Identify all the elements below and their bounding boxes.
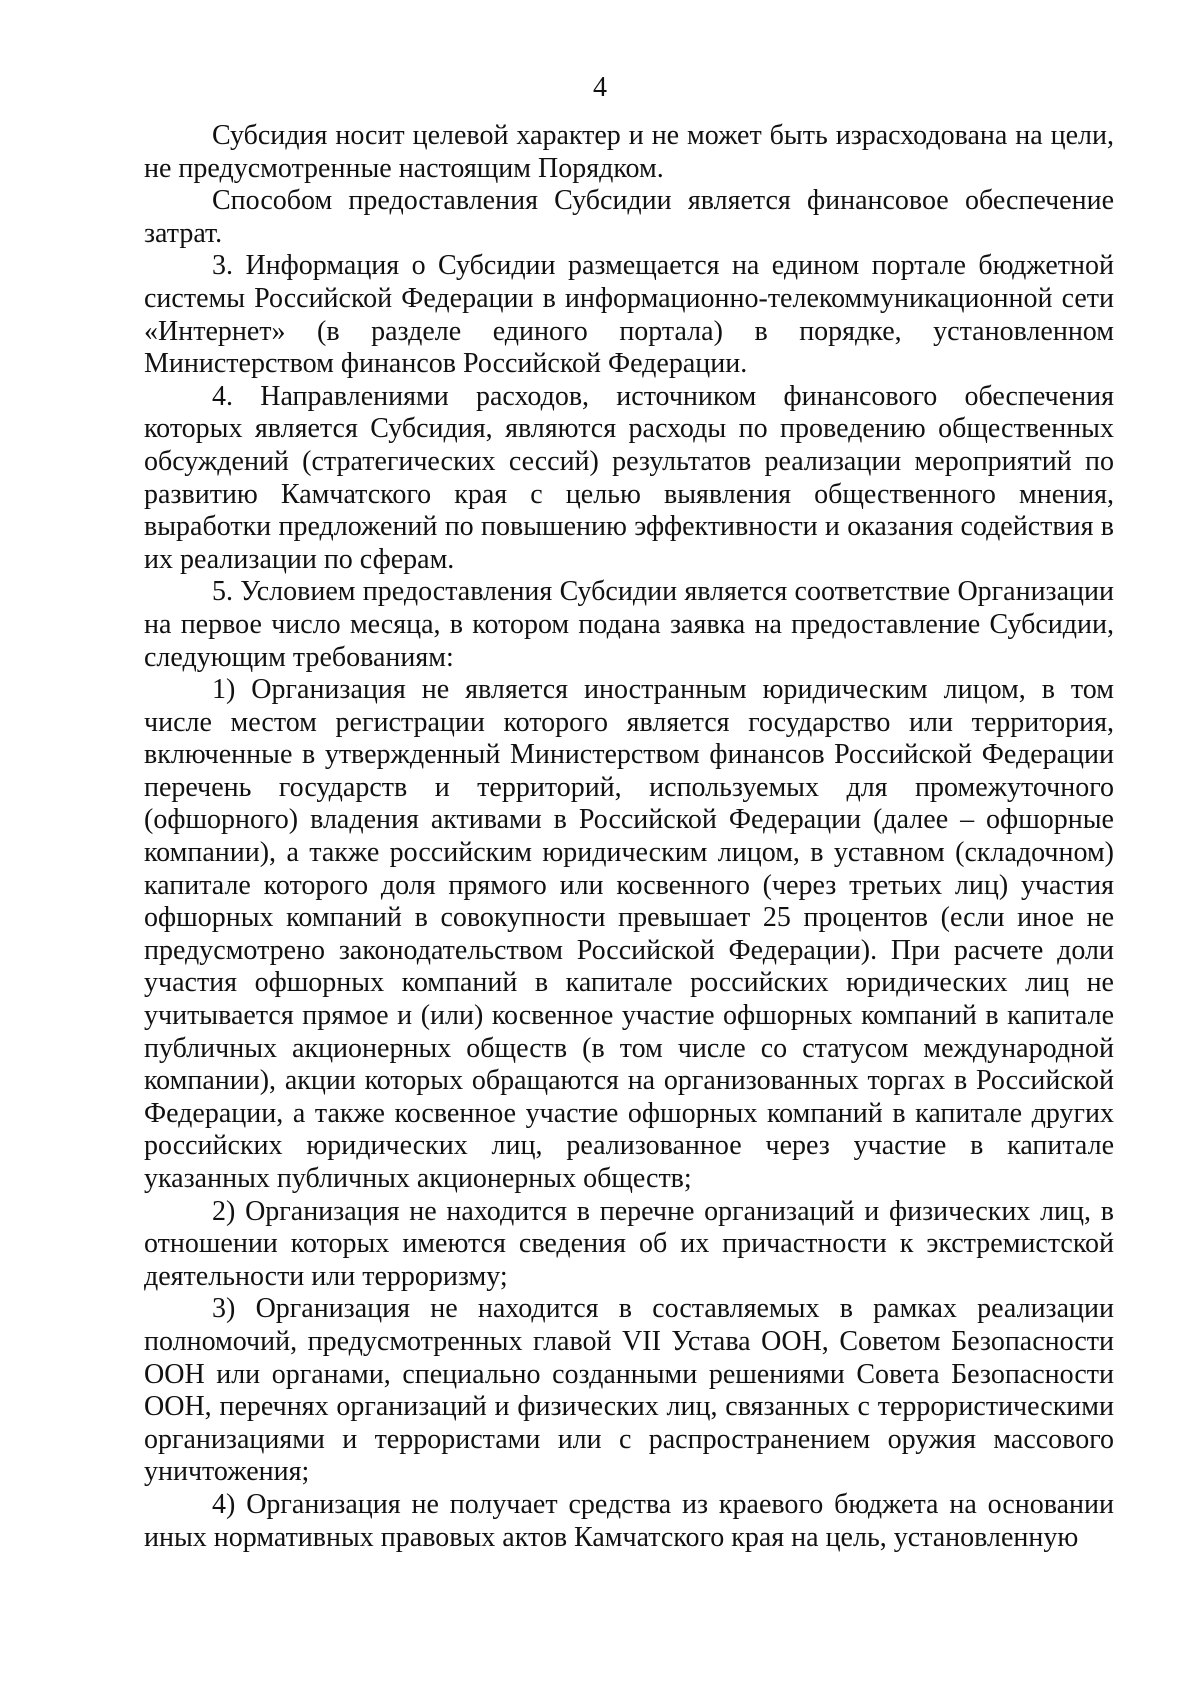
paragraph-subsidy-purpose: Субсидия носит целевой характер и не может быть израсходована на цели, не предусмотренные настоящим Порядком.	[144, 120, 1114, 184]
paragraph-item-5: 5. Условием предоставления Субсидии является соответствие Организации на первое число месяца, в котором подана заявка на предоставление Субсидии, следующим требованиям:	[144, 576, 1114, 673]
paragraph-item-4: 4. Направлениями расходов, источником финансового обеспечения которых является Субсидия, являются расходы по проведению общественных обсуждений (стратегических сессий) результатов реализации мероприятий по развитию Камчатского края с целью выявления общественного мнения, выработки предложений по повышению эффективности и оказания содействия в их реализации по сферам.	[144, 380, 1114, 575]
page-number: 4	[593, 72, 607, 103]
paragraph-subsidy-method: Способом предоставления Субсидии является финансовое обеспечение затрат.	[144, 185, 1114, 249]
document-body	[144, 120, 1114, 1554]
paragraph-subitem-1: 1) Организация не является иностранным юридическим лицом, в том числе местом регистрации которого является государство или территория, включенные в утвержденный Министерством финансов Российской Федерации перечень государств и территорий, используемых для промежуточного (офшорного) владения активами в Российской Федерации (далее – офшорные компании), а также российским юридическим лицом, в уставном (складочном) капитале которого доля прямого или косвенного (через третьих лиц) участия офшорных компаний в совокупности превышает 25 процентов (если иное не предусмотрено законодательством Российской Федерации). При расчете доли участия офшорных компаний в капитале российских юридических лиц не учитывается прямое и (или) косвенное участие офшорных компаний в капитале публичных акционерных обществ (в том числе со статусом международной компании), акции которых обращаются на организованных торгах в Российской Федерации, а также косвенное участие офшорных компаний в капитале других российских юридических лиц, реализованное через участие в капитале указанных публичных акционерных обществ;	[144, 674, 1114, 1194]
paragraph-subitem-3: 3) Организация не находится в составляемых в рамках реализации полномочий, предусмотренных главой VII Устава ООН, Советом Безопасности ООН или органами, специально созданными решениями Совета Безопасности ООН, перечнях организаций и физических лиц, связанных с террористическими организациями и террористами или с распространением оружия массового уничтожения;	[144, 1293, 1114, 1488]
paragraph-subitem-4: 4) Организация не получает средства из краевого бюджета на основании иных нормативных правовых актов Камчатского края на цель, установленную	[144, 1488, 1114, 1553]
paragraph-item-3: 3. Информация о Субсидии размещается на едином портале бюджетной системы Российской Федерации в информационно-телекоммуникационной сети «Интернет» (в разделе единого портала) в порядке, установленном Министерством финансов Российской Федерации.	[144, 250, 1114, 380]
paragraph-subitem-2: 2) Организация не находится в перечне организаций и физических лиц, в отношении которых имеются сведения об их причастности к экстремистской деятельности или терроризму;	[144, 1195, 1114, 1292]
